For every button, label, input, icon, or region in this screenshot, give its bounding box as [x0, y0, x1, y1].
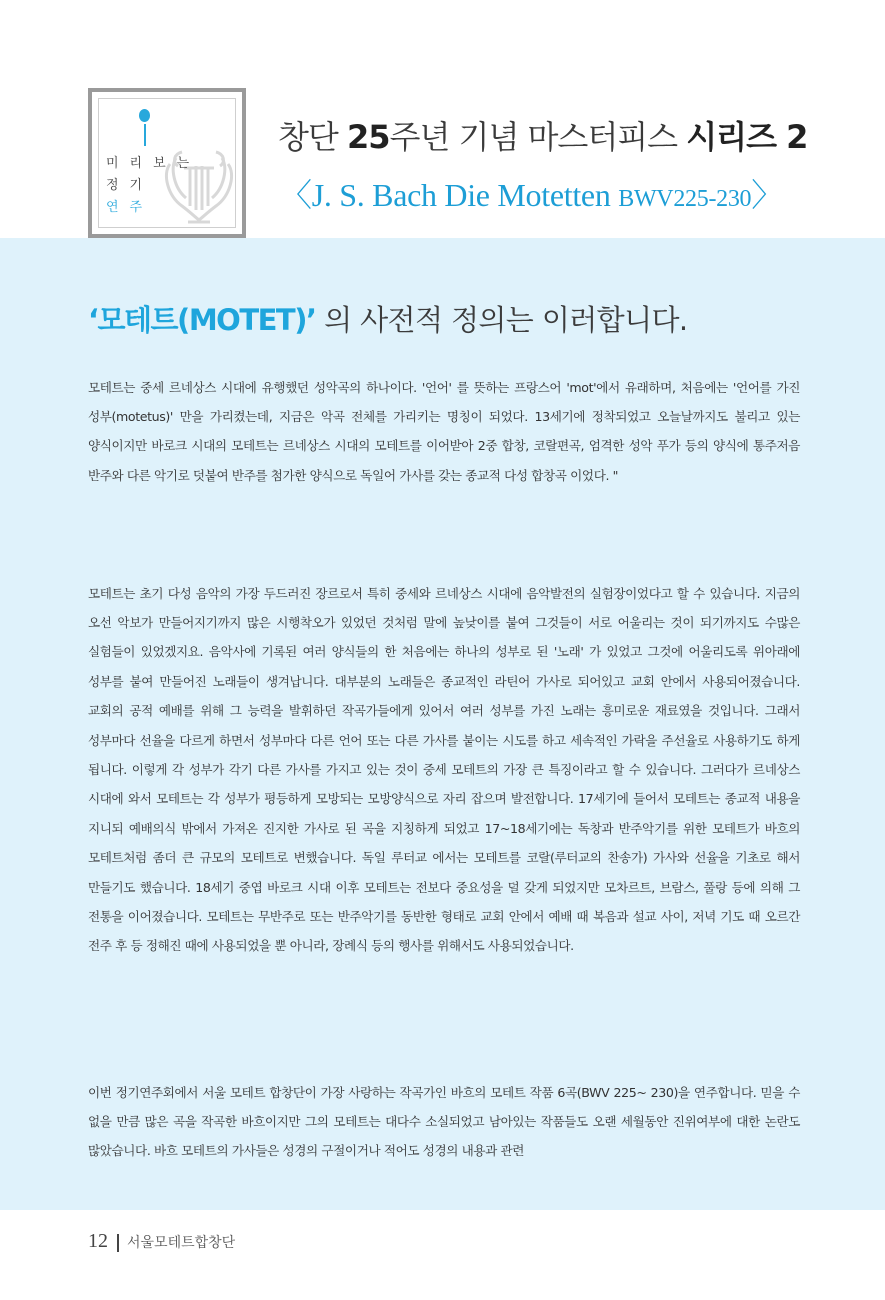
series-title-number: 25	[347, 118, 390, 156]
series-title	[278, 112, 807, 158]
program-title-main: 〈J. S. Bach Die Motetten	[280, 177, 619, 213]
paragraph-concert: 이번 정기연주회에서 서울 모테트 합창단이 가장 사랑하는 작곡가인 바흐의 모테트 작품 6곡(BWV 225~ 230)을 연주합니다. 믿을 수 없을 만큼 많은 곡을 작곡한 바흐이지만 그의 모테트는 대다수 소실되었고 남아있는 작품들도 오랜 세월동안 진위여부에 대한 논란도 많았습니다. 바흐 모테트의 가사들은 성경의 구절이거나 적어도 성경의 내용과 관련	[88, 1084, 800, 1159]
series-title-bold: 시리즈 2	[686, 118, 808, 156]
series-title-mid: 주년 기념 마스터피스	[389, 118, 687, 156]
article-heading	[88, 298, 688, 339]
program-title	[280, 170, 783, 216]
footer-divider	[117, 1234, 119, 1252]
badge-label-row1: 미리보는	[106, 156, 201, 171]
paragraph-definition: 모테트는 중세 르네상스 시대에 유행했던 성악곡의 하나이다. '언어' 를 뜻하는 프랑스어 'mot'에서 유래하며, 처음에는 '언어를 가진 성부(motetus)' 만을 가리켰는데, 지금은 악곡 전체를 가리키는 명칭이 되었다. 13세기에 정착되었고 오늘날까지도 불리고 있는 양식이지만 바로크 시대의 모테트는 르네상스 시대의 모테트를 이어받아 2중 합창, 코랄편곡, 엄격한 성악 푸가 등의 양식에 통주저음 반주와 다른 악기로 덧붙여 반주를 첨가한 양식으로 독일어 가사를 갖는 종교적 다성 합창곡 이었다. "	[88, 379, 800, 483]
page-header	[0, 0, 885, 238]
article-body	[0, 238, 885, 1210]
note-stem-icon	[144, 124, 146, 146]
paragraph-history: 모테트는 초기 다성 음악의 가장 두드러진 장르로서 특히 중세와 르네상스 시대에 음악발전의 실험장이었다고 할 수 있습니다. 지금의 오선 악보가 만들어지기까지 많은 시행착오가 있었던 것처럼 말에 높낮이를 붙여 그것들이 서로 어울리는 것이 되기까지도 수많은 실험들이 있었겠지요. 음악사에 기록된 여러 양식들의 한 처음에는 하나의 성부로 된 '노래' 가 있었고 그것에 어울리도록 위아래에 성부를 붙여 만들어진 노래들이 생겨납니다. 대부분의 노래들은 종교적인 라틴어 가사로 되어있고 교회 안에서 사용되어졌습니다. 교회의 공적 예배를 위해 그 능력을 발휘하던 작곡가들에게 있어서 여러 성부를 가진 노래는 흥미로운 재료였을 것입니다. 그래서 성부마다 선율을 다르게 하면서 성부마다 다른 언어 또는 다른 가사를 붙이는 시도를 하고 세속적인 가락을 주선율로 사용하기도 하게 됩니다. 이렇게 각 성부가 각기 다른 가사를 가지고 있는 것이 중세 모테트의 가장 큰 특징이라고 할 수 있습니다. 그러다가 르네상스 시대에 와서 모테트는 각 성부가 평등하게 모방되는 모방양식으로 자리 잡으며 발전합니다. 17세기에 들어서 모테트는 종교적 내용을 지니되 예배의식 밖에서 가져온 진지한 가사로 된 곡을 지칭하게 되었고 17~18세기에는 독창과 반주악기를 위한 모테트가 바흐의 모테트처럼 좀더 큰 규모의 모테트로 변했습니다. 독일 루터교 에서는 모테트를 코랄(루터교의 찬송가) 가사와 선율을 기초로 해서 만들기도 했습니다. 18세기 중엽 바로크 시대 이후 모테트는 전보다 중요성을 덜 갖게 되었지만 모차르트, 브람스, 풀랑 등에 의해 그 전통을 이어졌습니다. 모테트는 무반주로 또는 반주악기를 동반한 형태로 교회 안에서 예배 때 복음과 설교 사이, 저녁 기도 때 오르간 전주 후 등 정해진 때에 사용되었을 뿐 아니라, 장례식 등의 행사를 위해서도 사용되었습니다.	[88, 585, 800, 954]
program-title-bwv: BWV225-230	[618, 186, 752, 212]
note-dot-icon	[139, 109, 150, 122]
publication-name: 서울모테트합창단	[127, 1235, 236, 1251]
badge-label-row3: 연주	[106, 200, 154, 215]
heading-rest: 의 사전적 정의는 이러합니다.	[315, 303, 688, 337]
heading-highlight: ‘모테트(MOTET)’	[88, 303, 316, 337]
series-title-pre: 창단	[278, 118, 347, 156]
concert-preview-badge	[88, 88, 246, 238]
page-footer	[0, 1210, 885, 1300]
badge-label-row2: 정기	[106, 178, 154, 193]
program-title-end: 〉	[751, 177, 783, 213]
page-number: 12	[88, 1230, 108, 1252]
